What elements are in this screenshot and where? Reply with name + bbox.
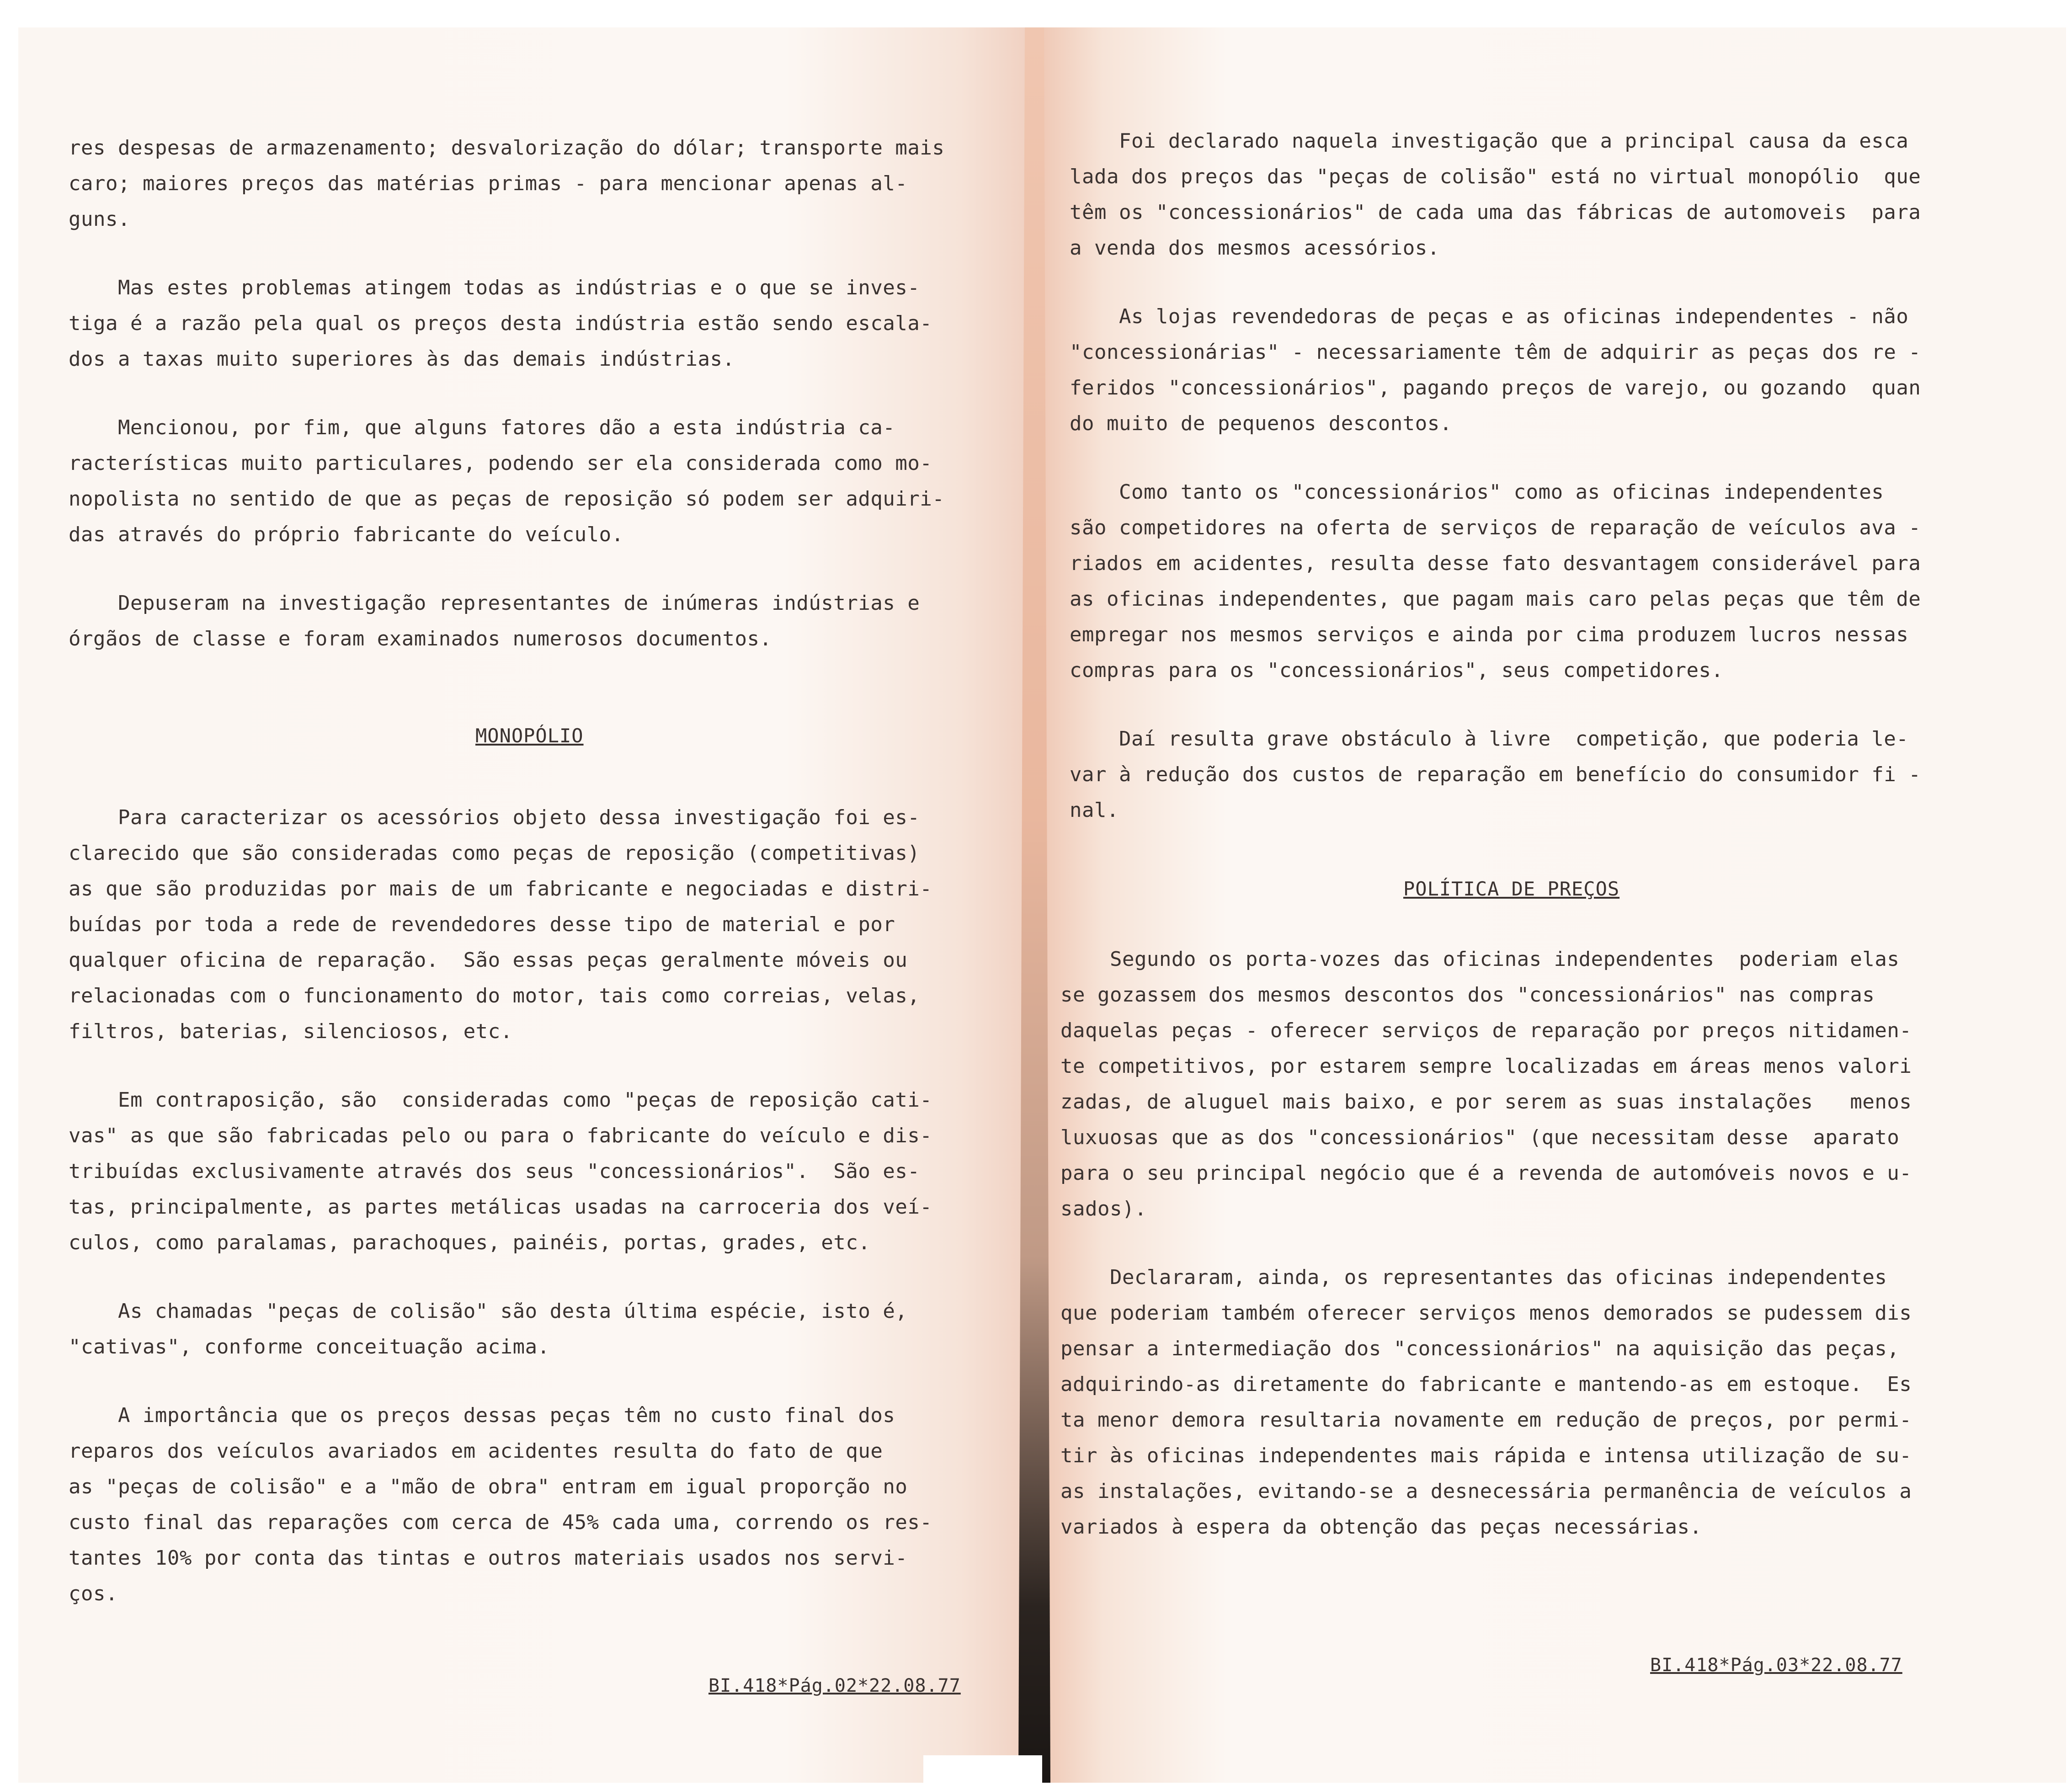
text-line: relacionadas com o funcionamento do motor, tais como correias, velas, [69, 984, 920, 1007]
text-line: tiga é a razão pela qual os preços desta indústria estão sendo escala- [69, 312, 932, 335]
text-line: te competitivos, por estarem sempre localizadas em áreas menos valori [1060, 1055, 1912, 1078]
text-line: vas" as que são fabricadas pelo ou para o fabricante do veículo e dis- [69, 1124, 932, 1147]
text-line: racterísticas muito particulares, podendo ser ela considerada como mo- [69, 452, 932, 475]
right-paragraph-4 [1070, 721, 1921, 828]
left-paragraph-3 [69, 410, 944, 553]
text-line: Declararam, ainda, os representantes das oficinas independentes [1060, 1266, 1887, 1289]
left-monopolio-paragraph-1 [69, 800, 932, 1050]
text-line: res despesas de armazenamento; desvalorização do dólar; transporte mais [69, 136, 945, 160]
text-line: nopolista no sentido de que as peças de reposição só podem ser adquiri- [69, 487, 945, 511]
text-line: guns. [69, 208, 130, 231]
text-line: var à redução dos custos de reparação em benefício do consumidor fi - [1070, 763, 1921, 786]
text-line: que poderiam também oferecer serviços menos demorados se pudessem dis [1060, 1301, 1912, 1325]
text-line: As chamadas "peças de colisão" são desta última espécie, isto é, [69, 1300, 908, 1323]
left-paragraph-2 [69, 270, 944, 377]
text-line: adquirindo-as diretamente do fabricante e mantendo-as em estoque. Es [1060, 1373, 1912, 1396]
text-line: tribuídas exclusivamente através dos seus "concessionários". São es- [69, 1160, 920, 1183]
text-line: riados em acidentes, resulta desse fato desvantagem considerável para [1070, 552, 1921, 575]
text-line: Segundo os porta-vozes das oficinas independentes poderiam elas [1060, 948, 1900, 971]
left-monopolio-paragraph-2 [69, 1082, 932, 1261]
section-heading-monopolio: MONOPÓLIO [475, 725, 584, 747]
left-page-text-top [69, 130, 944, 690]
text-line: as que são produzidas por mais de um fabricante e negociadas e distri- [69, 877, 932, 900]
text-line: "concessionárias" - necessariamente têm de adquirir as peças dos re - [1070, 341, 1921, 364]
text-line: compras para os "concessionários", seus competidores. [1070, 659, 1724, 682]
left-paragraph-1 [69, 130, 944, 237]
left-paragraph-4 [69, 586, 944, 657]
text-line: tir às oficinas independentes mais rápida e intensa utilização de su- [1060, 1444, 1912, 1467]
left-page-text-bottom [69, 800, 932, 1645]
text-line: dos a taxas muito superiores às das demais indústrias. [69, 347, 735, 371]
text-line: A importância que os preços dessas peças têm no custo final dos [69, 1404, 895, 1427]
scan-edge [923, 1755, 1042, 1785]
text-line: culos, como paralamas, parachoques, painéis, portas, grades, etc. [69, 1231, 871, 1254]
text-line: Em contraposição, são consideradas como "peças de reposição cati- [69, 1088, 932, 1112]
text-line: buídas por toda a rede de revendedores desse tipo de material e por [69, 913, 895, 936]
text-line: das através do próprio fabricante do veículo. [69, 523, 624, 546]
text-line: lada dos preços das "peças de colisão" está no virtual monopólio que [1070, 165, 1921, 188]
left-monopolio-paragraph-4 [69, 1398, 932, 1612]
text-line: órgãos de classe e foram examinados numerosos documentos. [69, 627, 772, 650]
text-line: Foi declarado naquela investigação que a principal causa da esca [1070, 129, 1909, 153]
right-politica-paragraph-1 [1060, 942, 1912, 1227]
text-line: ços. [69, 1582, 118, 1605]
text-line: para o seu principal negócio que é a revenda de automóveis novos e u- [1060, 1162, 1912, 1185]
text-line: "cativas", conforme conceituação acima. [69, 1335, 550, 1359]
text-line: Mencionou, por fim, que alguns fatores dão a esta indústria ca- [69, 416, 895, 439]
text-line: do muito de pequenos descontos. [1070, 412, 1452, 435]
text-line: luxuosas que as dos "concessionários" (que necessitam desse aparato [1060, 1126, 1900, 1149]
text-line: feridos "concessionários", pagando preços de varejo, ou gozando quan [1070, 376, 1921, 400]
text-line: tantes 10% por conta das tintas e outros materiais usados nos servi- [69, 1546, 908, 1570]
text-line: pensar a intermediação dos "concessionários" na aquisição das peças, [1060, 1337, 1900, 1360]
text-line: as "peças de colisão" e a "mão de obra" entram em igual proporção no [69, 1475, 908, 1498]
text-line: clarecido que são consideradas como peças de reposição (competitivas) [69, 842, 920, 865]
text-line: empregar nos mesmos serviços e ainda por cima produzem lucros nessas [1070, 623, 1909, 646]
page-footer-right: BI.418*Pág.03*22.08.77 [1650, 1655, 1902, 1676]
text-line: as instalações, evitando-se a desnecessária permanência de veículos a [1060, 1480, 1912, 1503]
right-paragraph-2 [1070, 299, 1921, 442]
text-line: nal. [1070, 799, 1119, 822]
text-line: são competidores na oferta de serviços de reparação de veículos ava - [1070, 516, 1921, 539]
text-line: Mas estes problemas atingem todas as indústrias e o que se inves- [69, 276, 920, 299]
text-line: filtros, baterias, silenciosos, etc. [69, 1020, 513, 1043]
left-monopolio-paragraph-3 [69, 1294, 932, 1365]
text-line: qualquer oficina de reparação. São essas peças geralmente móveis ou [69, 948, 908, 972]
section-heading-politica-de-precos: POLÍTICA DE PREÇOS [1403, 878, 1620, 900]
text-line: daquelas peças - oferecer serviços de reparação por preços nitidamen- [1060, 1019, 1912, 1042]
page-footer-left: BI.418*Pág.02*22.08.77 [708, 1675, 961, 1696]
text-line: ta menor demora resultaria novamente em redução de preços, por permi- [1060, 1408, 1912, 1432]
text-line: zadas, de aluguel mais baixo, e por serem as suas instalações menos [1060, 1090, 1912, 1114]
right-paragraph-3 [1070, 474, 1921, 688]
text-line: variados à espera da obtenção das peças necessárias. [1060, 1515, 1702, 1539]
text-line: as oficinas independentes, que pagam mais caro pelas peças que têm de [1070, 587, 1921, 611]
right-politica-paragraph-2 [1060, 1260, 1912, 1545]
text-line: reparos dos veículos avariados em acidentes resulta do fato de que [69, 1439, 883, 1463]
text-line: As lojas revendedoras de peças e as oficinas independentes - não [1070, 305, 1909, 328]
right-paragraph-1 [1070, 123, 1921, 266]
text-line: custo final das reparações com cerca de 45% cada uma, correndo os res- [69, 1511, 932, 1534]
text-line: tas, principalmente, as partes metálicas usadas na carroceria dos veí- [69, 1195, 932, 1219]
text-line: a venda dos mesmos acessórios. [1070, 236, 1440, 260]
text-line: Como tanto os "concessionários" como as oficinas independentes [1070, 480, 1884, 504]
text-line: têm os "concessionários" de cada uma das fábricas de automoveis para [1070, 201, 1921, 224]
text-line: Para caracterizar os acessórios objeto dessa investigação foi es- [69, 806, 920, 829]
text-line: caro; maiores preços das matérias primas - para mencionar apenas al- [69, 172, 908, 195]
text-line: sados). [1060, 1197, 1147, 1220]
text-line: Depuseram na investigação representantes de inúmeras indústrias e [69, 591, 920, 615]
right-page-text-top [1070, 123, 1921, 861]
right-page-text-bottom [1060, 942, 1912, 1578]
text-line: se gozassem dos mesmos descontos dos "concessionários" nas compras [1060, 983, 1875, 1007]
text-line: Daí resulta grave obstáculo à livre competição, que poderia le- [1070, 727, 1909, 751]
